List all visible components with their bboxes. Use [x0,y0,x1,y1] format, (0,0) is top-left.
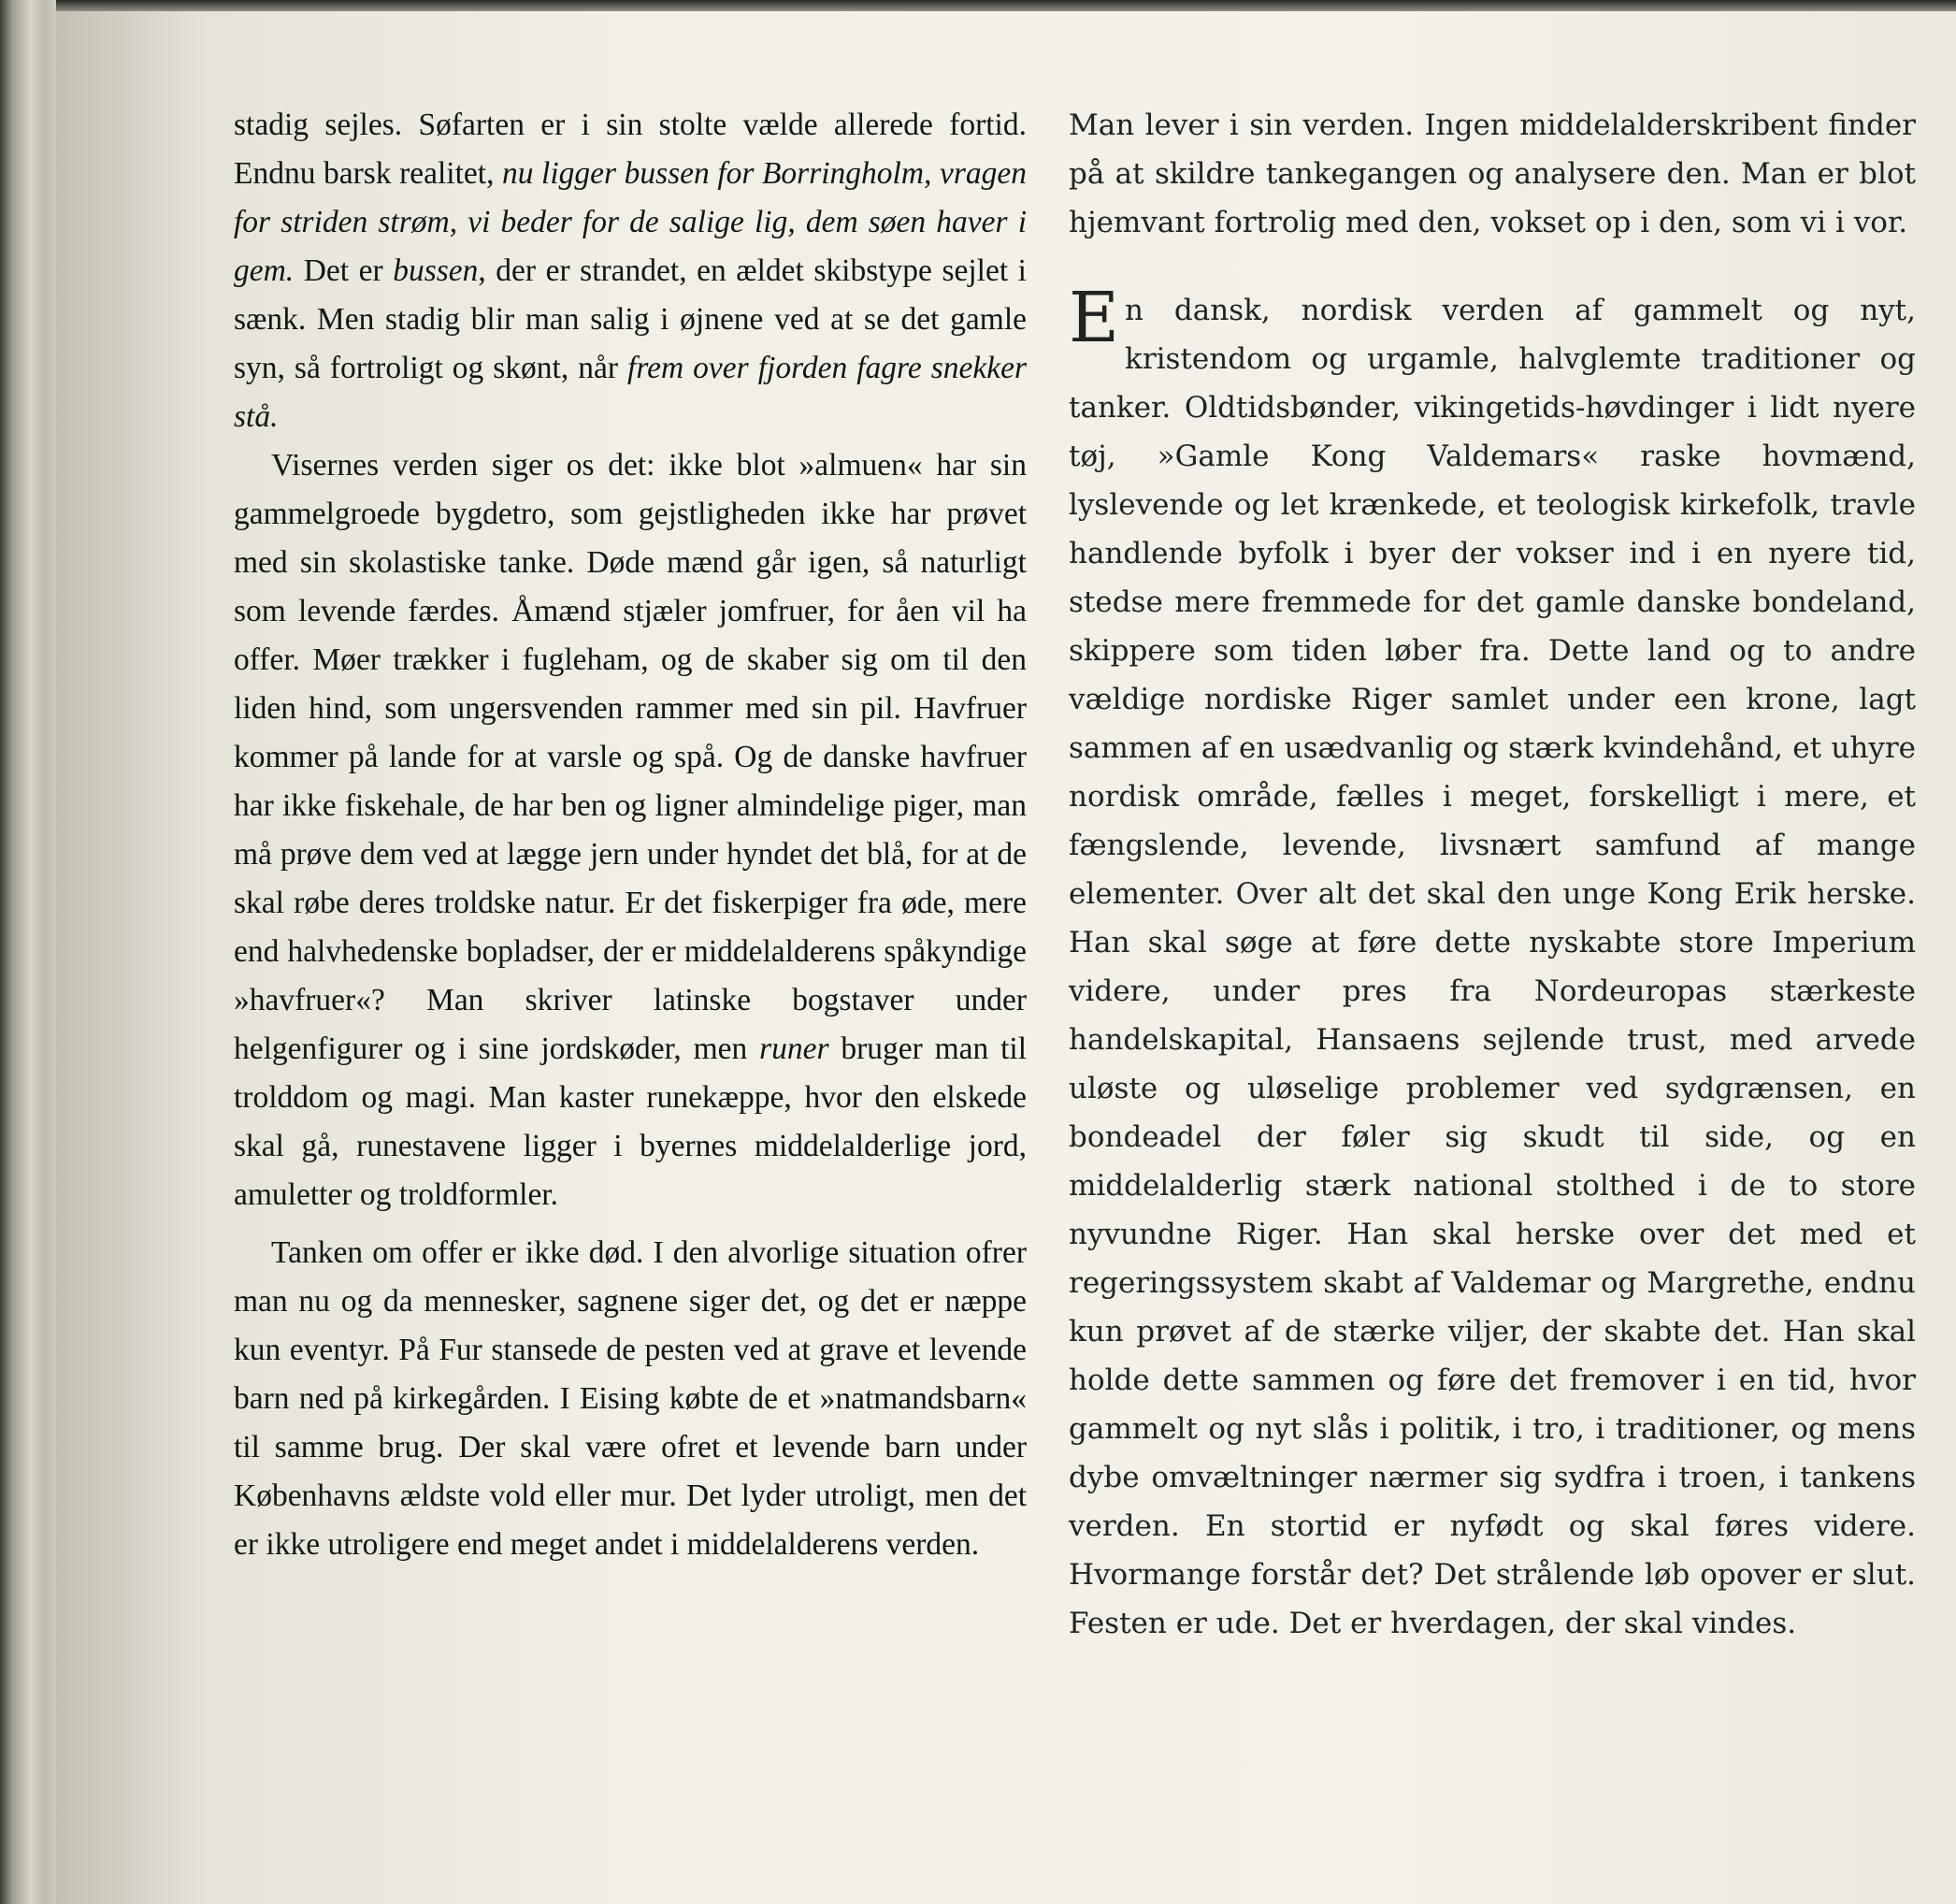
text-run: , der er strandet, en ældet skibstype sejlet i sænk. Men stadig blir man salig i øjnene ved at se det gamle syn, så fortroligt og skønt, når [234,253,1027,385]
left-paragraph-2 [234,441,1027,1219]
left-paragraph-3 [234,1229,1027,1569]
italic-run: runer [759,1031,829,1066]
drop-cap: E [1069,278,1120,358]
italic-run: frem over fjorden fagre snekker stå. [234,351,1027,434]
left-column [234,101,1027,1569]
left-paragraph-1 [234,101,1027,441]
text-run: Visernes verden siger os det: ikke blot »almuen« har sin gammelgroede bygdetro, som gejstligheden ikke har prøvet med sin skolastiske tanke. Døde mænd går igen, så naturligt som levende færdes. Åmænd stjæler jomfruer, for åen vil ha offer. Møer trækker i fugleham, og de skaber sig om til den liden hind, som ungersvenden rammer med sin pil. Havfruer kommer på lande for at varsle og spå. Og de danske havfruer har ikke fiskehale, de har ben og ligner almindelige piger, man må prøve dem ved at lægge jern under hyndet det blå, for at de skal røbe deres troldske natur. Er det fiskerpiger fra øde, mere end halvhedenske bopladser, der er middelalderens spåkyndige »havfruer«? Man skriver latinske bogstaver under helgenfigurer og i sine jordskøder, men [234,448,1027,1066]
text-run: Tanken om offer er ikke død. I den alvorlige situation ofrer man nu og da mennesker, sagnene siger det, og det er næppe kun eventyr. På Fur stansede de pesten ved at grave et levende barn ned på kirkegården. I Eising købte de et »natmandsbarn« til samme brug. Der skal være ofret et levende barn under Københavns ældste vold eller mur. Det lyder utroligt, men det er ikke utroligere end meget andet i middelalderens verden. [234,1235,1027,1562]
scan-top-shadow [0,0,1956,11]
text-run: Det er [294,253,394,288]
book-page [56,11,1956,1904]
right-paragraph-2-text: n dansk, nordisk verden af gammelt og nyt, kristendom og urgamle, halvglemte traditioner og tanker. Oldtidsbønder, vikingetids-høvdinger i lidt nyere tøj, »Gamle Kong Valdemars« raske hovmænd, lyslevende og let krænkede, et teologisk kirkefolk, travle handlende byfolk i byer der vokser ind i en nyere tid, stedse mere fremmede for det gamle danske bondeland, skippere som tiden løber fra. Dette land og to andre vældige nordiske Riger samlet under een krone, lagt sammen af en usædvanlig og stærk kvindehånd, et uhyre nordisk område, fælles i meget, forskelligt i mere, et fængslende, levende, livsnært samfund af mange elementer. Over alt det skal den unge Kong Erik herske. Han skal søge at føre dette nyskabte store Imperium videre, under pres fra Nordeuropas stærkeste handelskapital, Hansaens sejlende trust, med arvede uløste og uløselige problemer ved sydgrænsen, en bondeadel der føler sig skudt til side, og en middelalderlig stærk national stolthed i de to store nyvundne Riger. Han skal herske over det med et regeringssystem skabt af Valdemar og Margrethe, endnu kun prøvet af de stærke viljer, der skabte det. Han skal holde dette sammen og føre det fremover i en tid, hvor gammelt og nyt slås i politik, i tro, i traditioner, og mens dybe omvæltninger nærmer sig sydfra i troen, i tankens verden. En stortid er nyfødt og skal føres videre. Hvormange forstår det? Det strålende løb opover er slut. Festen er ude. Det er hverdagen, der skal vindes. [1069,294,1916,1640]
right-paragraph-1: Man lever i sin verden. Ingen middelalderskribent finder på at skildre tankegangen og analysere den. Man er blot hjemvant fortrolig med den, vokset op i den, som vi i vor. [1069,108,1916,239]
text-run: stadig sejles. Søfarten er i sin stolte vælde allerede fortid. Endnu barsk realitet, [234,108,1027,191]
right-column [1069,101,1916,1648]
right-paragraph-2 [1069,278,1916,1648]
italic-run: nu ligger bussen for Borringholm, vragen for striden strøm, vi beder for de salige lig, dem søen haver i gem. [234,156,1027,288]
italic-run: bussen [393,253,479,288]
book-spine-edge [0,0,56,1904]
text-run: bruger man til trolddom og magi. Man kaster runekæppe, hvor den elskede skal gå, runestavene ligger i byernes middelalderlige jord, amuletter og troldformler. [234,1031,1027,1212]
